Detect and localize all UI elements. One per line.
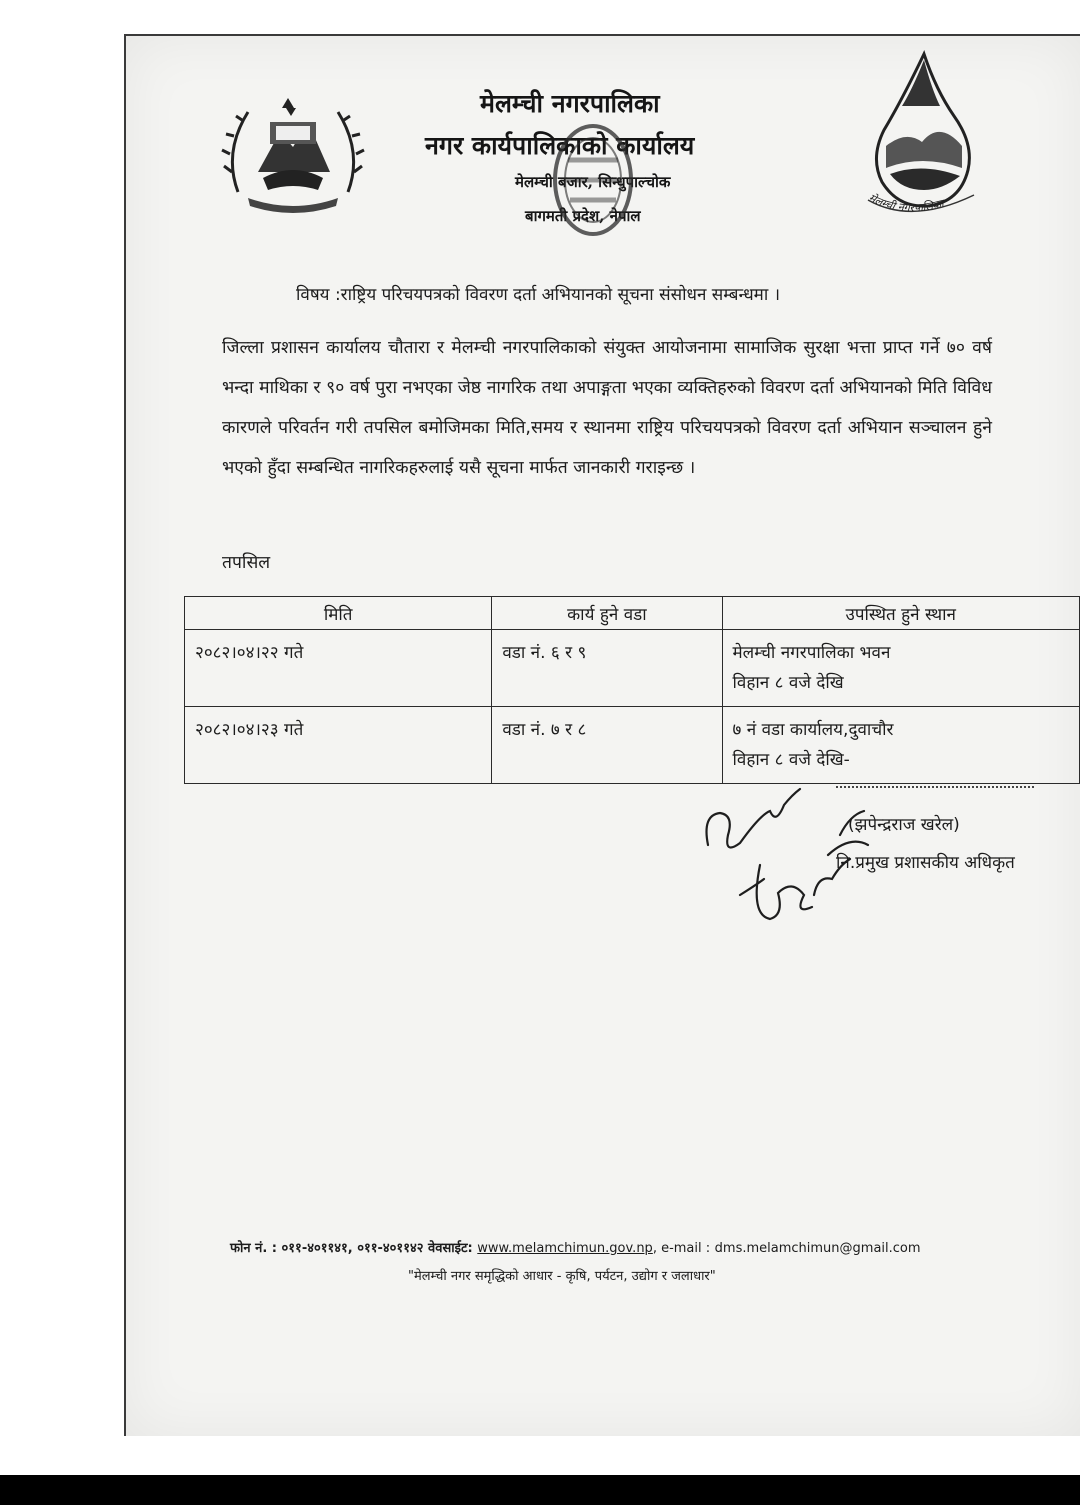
column-header-ward: कार्य हुने वडा <box>492 597 722 630</box>
row-place <box>722 707 1080 784</box>
place-name: मेलम्ची नगरपालिका भवन <box>732 643 891 663</box>
svg-text:मेलम्ची नगरपालिका <box>867 191 948 214</box>
row-date: २०८२।०४।२३ गते <box>185 707 492 784</box>
footer-email[interactable]: dms.melamchimun@gmail.com <box>714 1241 921 1256</box>
notice-body: जिल्ला प्रशासन कार्यालय चौतारा र मेलम्ची नगरपालिकाको संयुक्त आयोजनामा सामाजिक सुरक्षा भत्ता प्राप्त गर्ने ७० वर्ष भन्दा माथिका र ९० वर्ष पुरा नभएका जेष्ठ नागरिक तथा अपाङ्गता भएका व्यक्तिहरुको विवरण दर्ता अभियानको मिति विविध कारणले परिवर्तन गरी तपसिल बमोजिमका मिति,समय र स्थानमा राष्ट्रिय परिचयपत्रको विवरण दर्ता अभियान सञ्चालन हुने भएको हुँदा सम्बन्धित नागरिकहरुलाई यसै सूचना मार्फत जानकारी गराइन्छ । <box>222 338 992 478</box>
row-place <box>722 630 1080 707</box>
office-subtitle: नगर कार्यपालिकाको कार्यालय <box>425 131 695 160</box>
place-name: ७ नं वडा कार्यालय,दुवाचौर <box>732 720 894 740</box>
column-header-date: मिति <box>185 597 492 630</box>
place-time: विहान ८ वजे देखि <box>732 673 844 693</box>
municipality-logo-icon <box>862 50 980 218</box>
table-row <box>185 707 1080 784</box>
office-stamp-icon <box>548 120 638 240</box>
schedule-table <box>184 596 1080 784</box>
signatory-name: (झपेन्द्रराज खरेल) <box>848 815 960 835</box>
page-bottom-edge <box>0 1475 1080 1505</box>
office-address: मेलम्ची बजार, सिन्धुपाल्चोक <box>515 173 671 191</box>
office-name: मेलम्ची नगरपालिका <box>480 89 660 118</box>
table-header-row <box>185 597 1080 630</box>
notice-subject: विषय :राष्ट्रिय परिचयपत्रको विवरण दर्ता अभियानको सूचना संसोधन सम्बन्धमा । <box>296 285 781 305</box>
row-date: २०८२।०४।२२ गते <box>185 630 492 707</box>
footer-phone: फोन नं. : ०११-४०११४१, ०११-४०११४२ वेवसाईट: <box>230 1241 473 1256</box>
footer-email-label: , e-mail : <box>652 1241 711 1256</box>
place-time: विहान ८ वजे देखि- <box>732 750 850 770</box>
footer-slogan: "मेलम्ची नगर समृद्धिको आधार - कृषि, पर्यटन, उद्योग र जलाधार" <box>408 1269 716 1284</box>
office-province: बागमती प्रदेश, नेपाल <box>525 207 641 225</box>
table-row <box>185 630 1080 707</box>
government-emblem-icon <box>218 92 368 222</box>
footer-website-link[interactable]: www.melamchimun.gov.np <box>477 1241 653 1256</box>
signatory-title: नि.प्रमुख प्रशासकीय अधिकृत <box>836 853 1015 873</box>
column-header-place: उपस्थित हुने स्थान <box>722 597 1080 630</box>
footer-contact-line <box>230 1238 921 1256</box>
logo-ring-text: मेलम्ची नगरपालिका <box>866 191 946 215</box>
details-label: तपसिल <box>222 553 271 573</box>
row-ward: वडा नं. ७ र ८ <box>492 707 722 784</box>
row-ward: वडा नं. ६ र ९ <box>492 630 722 707</box>
